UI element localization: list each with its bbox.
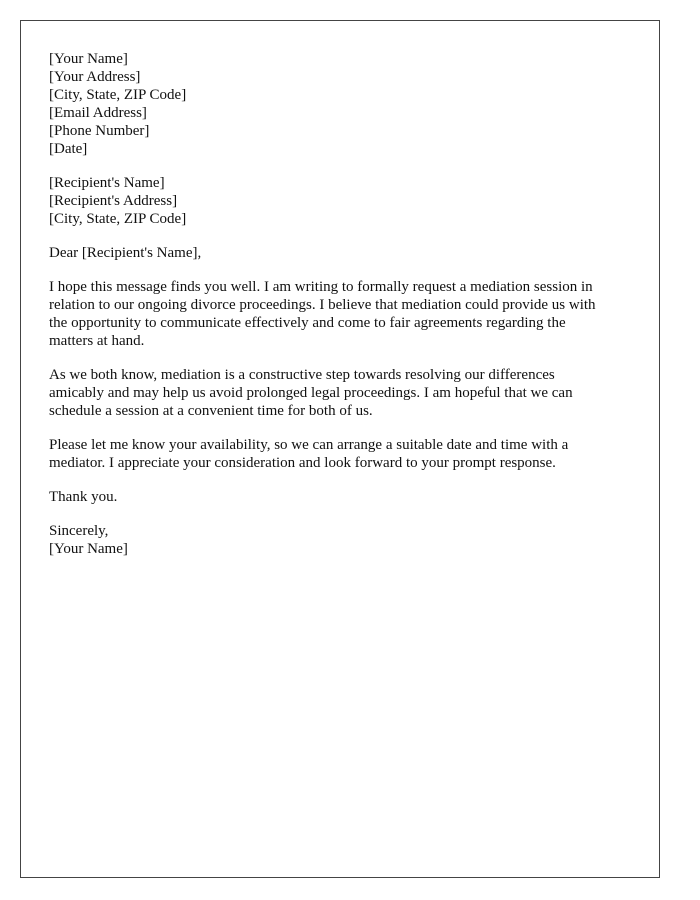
sender-name: [Your Name] (49, 51, 128, 67)
body-line: matters at hand. (49, 333, 145, 349)
salutation-text: Dear [Recipient's Name], (49, 245, 202, 261)
salutation (49, 244, 639, 262)
recipient-city-state-zip: [City, State, ZIP Code] (49, 211, 187, 227)
body-line: Please let me know your availability, so we can arrange a suitable date and time with a (49, 437, 569, 453)
recipient-name: [Recipient's Name] (49, 175, 165, 191)
body-paragraph-2 (49, 366, 639, 420)
thanks-line (49, 488, 639, 506)
letter-page (20, 20, 660, 878)
body-paragraph-1 (49, 278, 639, 350)
closing-block (49, 522, 639, 558)
body-line: the opportunity to communicate effectively and come to fair agreements regarding the (49, 315, 566, 331)
letter-date: [Date] (49, 141, 88, 157)
sender-block (49, 50, 639, 158)
sender-address: [Your Address] (49, 69, 141, 85)
body-line: As we both know, mediation is a constructive step towards resolving our differences (49, 367, 555, 383)
signature-name: [Your Name] (49, 541, 128, 557)
body-line: I hope this message finds you well. I am writing to formally request a mediation session in (49, 279, 593, 295)
recipient-address: [Recipient's Address] (49, 193, 178, 209)
sender-phone: [Phone Number] (49, 123, 150, 139)
valediction: Sincerely, (49, 523, 109, 539)
body-line: schedule a session at a convenient time for both of us. (49, 403, 373, 419)
thanks-text: Thank you. (49, 489, 118, 505)
letter-content (49, 50, 639, 574)
body-line: mediator. I appreciate your consideration and look forward to your prompt response. (49, 455, 556, 471)
body-line: relation to our ongoing divorce proceedings. I believe that mediation could provide us with (49, 297, 596, 313)
body-line: amicably and may help us avoid prolonged legal proceedings. I am hopeful that we can (49, 385, 573, 401)
sender-city-state-zip: [City, State, ZIP Code] (49, 87, 187, 103)
body-paragraph-3 (49, 436, 639, 472)
recipient-block (49, 174, 639, 228)
sender-email: [Email Address] (49, 105, 147, 121)
